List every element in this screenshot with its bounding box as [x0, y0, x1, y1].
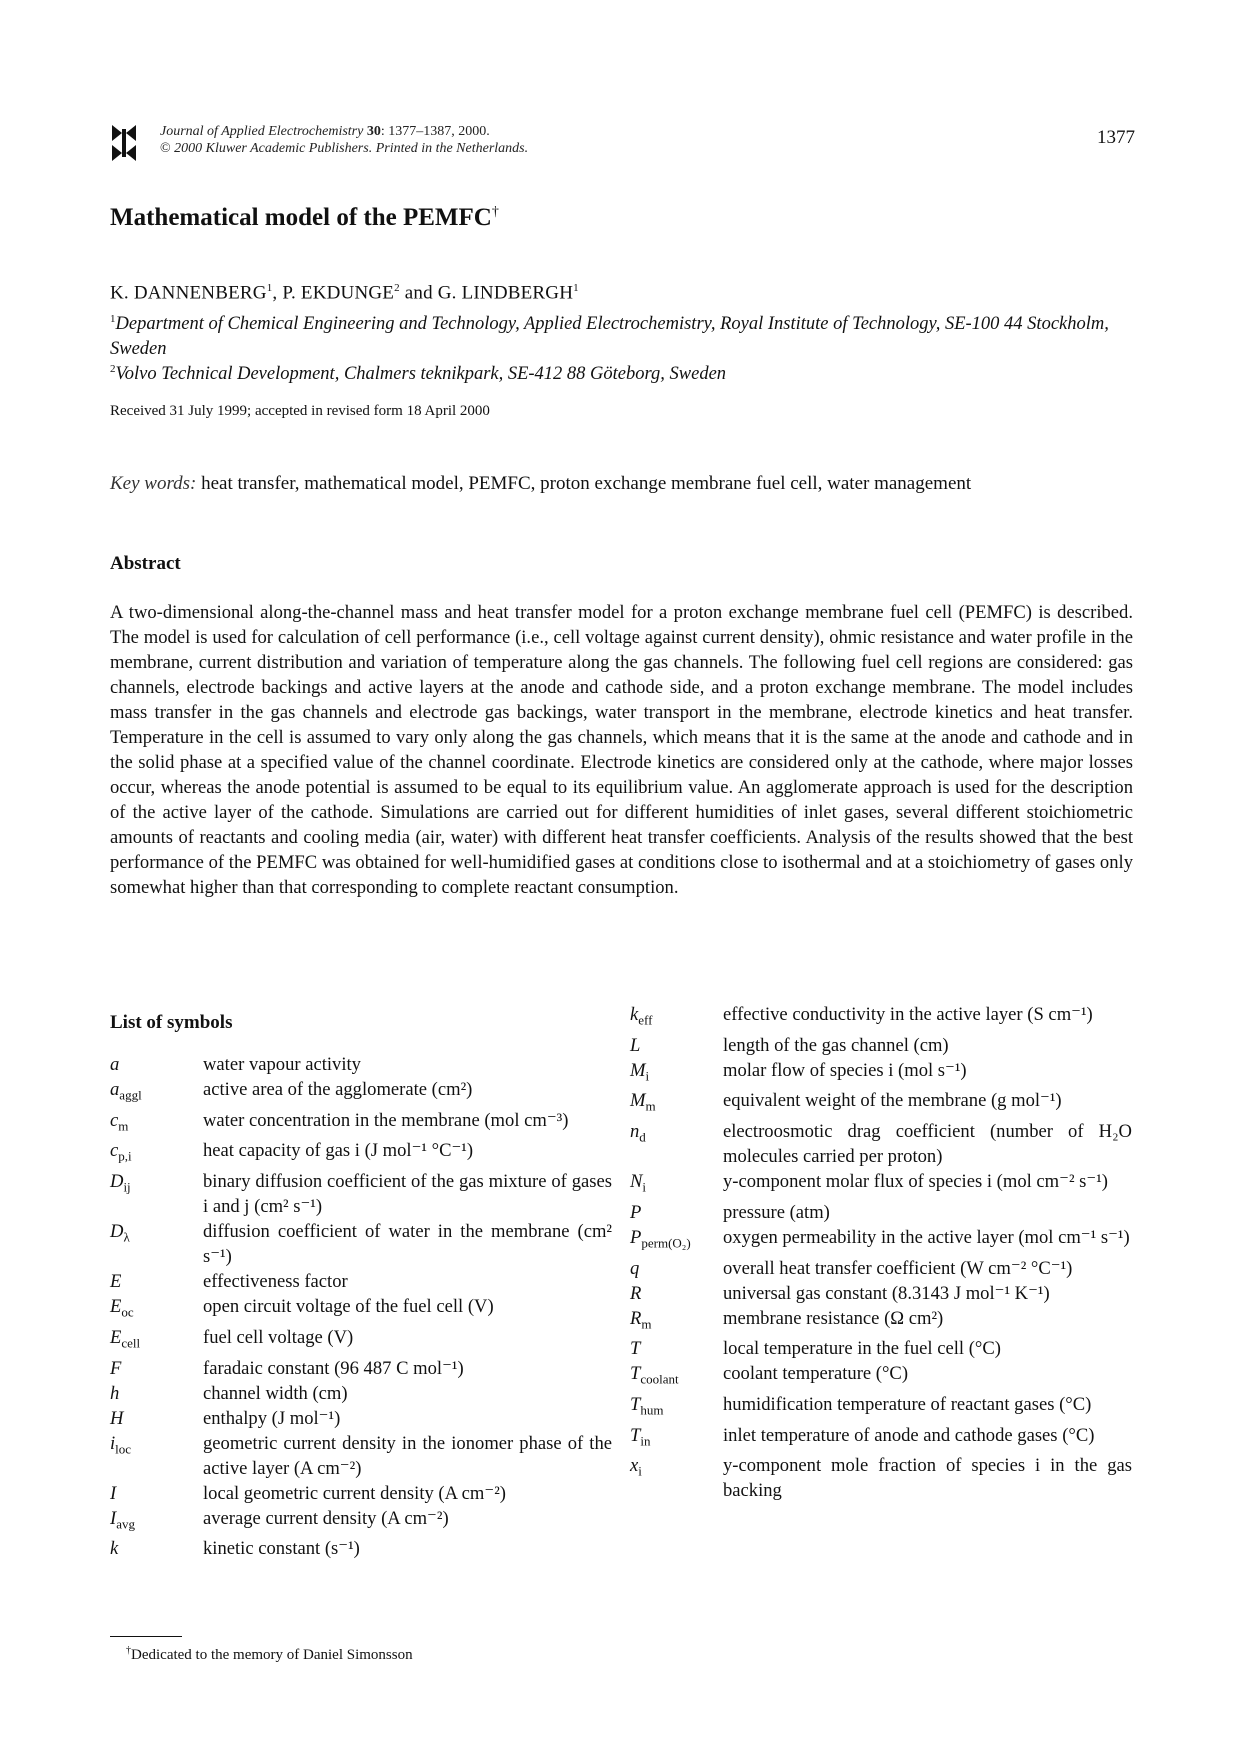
symbol-definition: electroosmotic drag coefficient (number of H₂O molecules carried per proton)	[723, 1121, 1132, 1168]
symbol-definition: kinetic constant (s⁻¹)	[203, 1538, 360, 1560]
symbol-name: $I_{avg}$	[110, 1507, 135, 1532]
symbol-entry	[630, 1256, 1132, 1281]
symbol-definition: length of the gas channel (cm)	[723, 1034, 949, 1056]
footnote: †Dedicated to the memory of Daniel Simonsson	[126, 1645, 413, 1663]
author-1: K. DANNENBERG	[110, 282, 267, 304]
symbol-name: $T_{in}$	[630, 1424, 651, 1449]
keywords-label: Key words:	[110, 473, 197, 494]
symbol-name: $n_d$	[630, 1121, 646, 1145]
symbol-name: L	[630, 1034, 641, 1056]
symbol-definition: universal gas constant (8.3143 J mol⁻¹ K⁻¹)	[723, 1282, 1050, 1304]
symbol-definition: fuel cell voltage (V)	[203, 1326, 354, 1348]
symbol-name: $D_\lambda$	[110, 1221, 130, 1245]
symbol-entry	[630, 1119, 1132, 1169]
symbol-name: q	[630, 1257, 640, 1279]
symbol-name: $a_{aggl}$	[110, 1079, 142, 1103]
abstract-text: A two-dimensional along-the-channel mass and heat transfer model for a proton exchange membrane fuel cell (PEMFC) is described. The model is used for calculation of cell performance (i.e., cell voltage against current density), ohmic resistance and water profile in the membrane, current distribution and variation of temperature along the gas channels. The following fuel cell regions are considered: gas channels, electrode backings and active layers at the anode and cathode side, and a proton exchange membrane. The model includes mass transfer in the gas channels and electrode gas backings, water transport in the membrane, electrode kinetics and heat transfer. Temperature in the cell is assumed to vary only along the gas channels, which means that it is the same at the anode and cathode and in the solid phase at a specified value of the channel coordinate. Electrode kinetics are considered only at the cathode, where major losses occur, whereas the anode potential is assumed to be equal to its equilibrium value. An agglomerate approach is used for the description of the active layer of the cathode. Simulations are carried out for different humidities of inlet gases, several different stoichiometric amounts of reactants and cooling media (air, water) with different heat transfer coefficients. Analysis of the results showed that the best performance of the PEMFC was obtained for well-humidified gases at conditions close to isothermal and at a stoichiometry of gases only somewhat higher than that corresponding to complete reactant consumption.	[110, 602, 1133, 898]
symbol-entry	[110, 1052, 612, 1077]
symbol-entry	[110, 1431, 612, 1481]
abstract-heading: Abstract	[110, 553, 181, 574]
symbol-name: $T_{coolant}$	[630, 1363, 679, 1388]
symbol-name: $E_{cell}$	[110, 1326, 141, 1351]
symbol-entry	[630, 1225, 1132, 1256]
symbol-definition: diffusion coefficient of water in the membrane (cm² s⁻¹)	[203, 1221, 612, 1268]
symbol-definition: molar flow of species i (mol s⁻¹)	[723, 1059, 967, 1081]
symbol-entry	[630, 1453, 1132, 1503]
author-list: K. DANNENBERG$^1$, P. EKDUNGE$^2$ and G. LINDBERGH$^1$	[110, 282, 579, 304]
symbol-name: $R_m$	[630, 1307, 652, 1332]
symbol-entry	[630, 1361, 1132, 1392]
symbol-definition: open circuit voltage of the fuel cell (V)	[203, 1296, 494, 1318]
symbol-definition: equivalent weight of the membrane (g mol⁻¹)	[723, 1090, 1062, 1112]
symbol-definition: inlet temperature of anode and cathode gases (°C)	[723, 1424, 1095, 1446]
symbol-name: $c_m$	[110, 1109, 129, 1134]
symbol-name: $N_i$	[630, 1171, 647, 1195]
symbol-definition: faradaic constant (96 487 C mol⁻¹)	[203, 1357, 464, 1379]
symbol-entry	[630, 1423, 1132, 1454]
author-3: G. LINDBERGH	[437, 282, 574, 304]
symbols-left-column	[110, 1052, 612, 1561]
symbol-entry	[110, 1077, 612, 1108]
symbol-entry	[630, 1088, 1132, 1119]
symbol-name: H	[110, 1407, 124, 1429]
symbols-right-column	[630, 1002, 1132, 1503]
symbol-entry	[630, 1392, 1132, 1423]
symbol-definition: enthalpy (J mol⁻¹)	[203, 1407, 341, 1429]
symbol-name: $P_{perm(O_2)}$	[630, 1226, 691, 1251]
symbol-definition: water vapour activity	[203, 1054, 361, 1075]
symbol-name: $M_i$	[630, 1059, 650, 1084]
symbol-entry	[630, 1306, 1132, 1337]
symbol-definition: pressure (atm)	[723, 1201, 830, 1223]
symbol-entry	[110, 1219, 612, 1269]
paper-title: Mathematical model of the PEMFC†	[110, 204, 499, 231]
symbol-definition: channel width (cm)	[203, 1382, 348, 1404]
symbol-name: h	[110, 1382, 120, 1404]
symbol-entry	[110, 1481, 612, 1506]
symbol-name: $c_{p,i}$	[110, 1140, 132, 1165]
author-2: P. EKDUNGE	[282, 282, 395, 304]
journal-name: Journal of Applied Electrochemistry	[160, 124, 364, 139]
symbol-definition: heat capacity of gas i (J mol⁻¹ °C⁻¹)	[203, 1140, 474, 1162]
symbol-definition: local geometric current density (A cm⁻²)	[203, 1482, 506, 1504]
symbol-entry	[110, 1269, 612, 1294]
symbol-definition: geometric current density in the ionomer phase of the active layer (A cm⁻²)	[203, 1432, 612, 1479]
symbol-name: a	[110, 1054, 120, 1075]
symbol-entry	[630, 1033, 1132, 1058]
symbol-definition: humidification temperature of reactant gases (°C)	[723, 1394, 1092, 1416]
symbol-definition: effective conductivity in the active layer (S cm⁻¹)	[723, 1004, 1093, 1025]
symbol-name: $i_{loc}$	[110, 1432, 132, 1457]
symbol-definition: y-component mole fraction of species i in the gas backing	[723, 1455, 1132, 1502]
copyright-sign: ©	[160, 141, 171, 156]
symbol-entry	[110, 1536, 612, 1561]
symbol-name: $T_{hum}$	[630, 1394, 664, 1418]
symbol-entry	[110, 1356, 612, 1381]
received-dates: Received 31 July 1999; accepted in revised form 18 April 2000	[110, 403, 490, 419]
symbol-definition: active area of the agglomerate (cm²)	[203, 1079, 473, 1100]
symbols-heading: List of symbols	[110, 1012, 233, 1033]
symbol-name: k	[110, 1538, 119, 1560]
symbol-entry	[630, 1058, 1132, 1089]
symbol-name: F	[110, 1357, 122, 1379]
symbol-name: P	[630, 1201, 642, 1223]
symbol-entry	[630, 1002, 1132, 1033]
journal-pages: : 1377–1387, 2000.	[380, 124, 490, 139]
symbol-definition: membrane resistance (Ω cm²)	[723, 1307, 944, 1329]
symbol-definition: average current density (A cm⁻²)	[203, 1507, 449, 1529]
symbol-definition: y-component molar flux of species i (mol cm⁻² s⁻¹)	[723, 1171, 1109, 1193]
symbol-definition: coolant temperature (°C)	[723, 1363, 909, 1385]
symbol-name: $x_i$	[630, 1455, 642, 1480]
symbol-entry	[110, 1294, 612, 1325]
affiliation-1: $^1$Department of Chemical Engineering and Technology, Applied Electrochemistry, Royal Institute of Technology, SE-100 44 Stockholm, Sweden	[110, 313, 1109, 360]
symbol-definition: oxygen permeability in the active layer (mol cm⁻¹ s⁻¹)	[723, 1226, 1130, 1248]
symbol-name: R	[630, 1282, 642, 1304]
symbol-entry	[630, 1336, 1132, 1361]
running-header	[110, 123, 1135, 163]
symbol-entry	[110, 1381, 612, 1406]
keywords-text: heat transfer, mathematical model, PEMFC, proton exchange membrane fuel cell, water management	[201, 473, 972, 494]
copyright-text: 2000 Kluwer Academic Publishers. Printed in the Netherlands.	[174, 141, 529, 156]
symbol-name: $E_{oc}$	[110, 1296, 134, 1320]
symbol-definition: local temperature in the fuel cell (°C)	[723, 1338, 1001, 1360]
footnote-rule	[110, 1636, 182, 1637]
symbol-name: $k_{eff}$	[630, 1004, 653, 1028]
symbol-name: T	[630, 1338, 641, 1360]
journal-citation	[160, 123, 528, 157]
symbol-entry	[110, 1108, 612, 1139]
affiliation-2: $^2$Volvo Technical Development, Chalmers teknikpark, SE-412 88 Göteborg, Sweden	[110, 363, 727, 385]
symbol-name: $M_m$	[630, 1090, 656, 1115]
symbol-definition: water concentration in the membrane (mol cm⁻³)	[203, 1109, 569, 1131]
symbol-entry	[110, 1406, 612, 1431]
symbol-definition: effectiveness factor	[203, 1271, 348, 1293]
publisher-logo-icon	[110, 123, 138, 163]
symbol-name: $D_{ij}$	[110, 1171, 131, 1195]
symbol-name: E	[110, 1271, 122, 1293]
symbol-name: I	[110, 1482, 117, 1504]
symbol-entry	[110, 1325, 612, 1356]
keywords	[110, 473, 971, 495]
symbol-entry	[110, 1169, 612, 1219]
symbol-definition: overall heat transfer coefficient (W cm⁻² °C⁻¹)	[723, 1257, 1073, 1279]
symbol-entry	[630, 1200, 1132, 1225]
journal-volume: 30	[366, 124, 381, 139]
symbol-entry	[110, 1506, 612, 1537]
title-dagger: †	[491, 204, 499, 220]
symbol-entry	[110, 1138, 612, 1169]
symbol-definition: binary diffusion coefficient of the gas mixture of gases i and j (cm² s⁻¹)	[203, 1171, 612, 1218]
symbol-entry	[630, 1169, 1132, 1200]
symbol-entry	[630, 1281, 1132, 1306]
page-number: 1377	[1097, 127, 1135, 148]
